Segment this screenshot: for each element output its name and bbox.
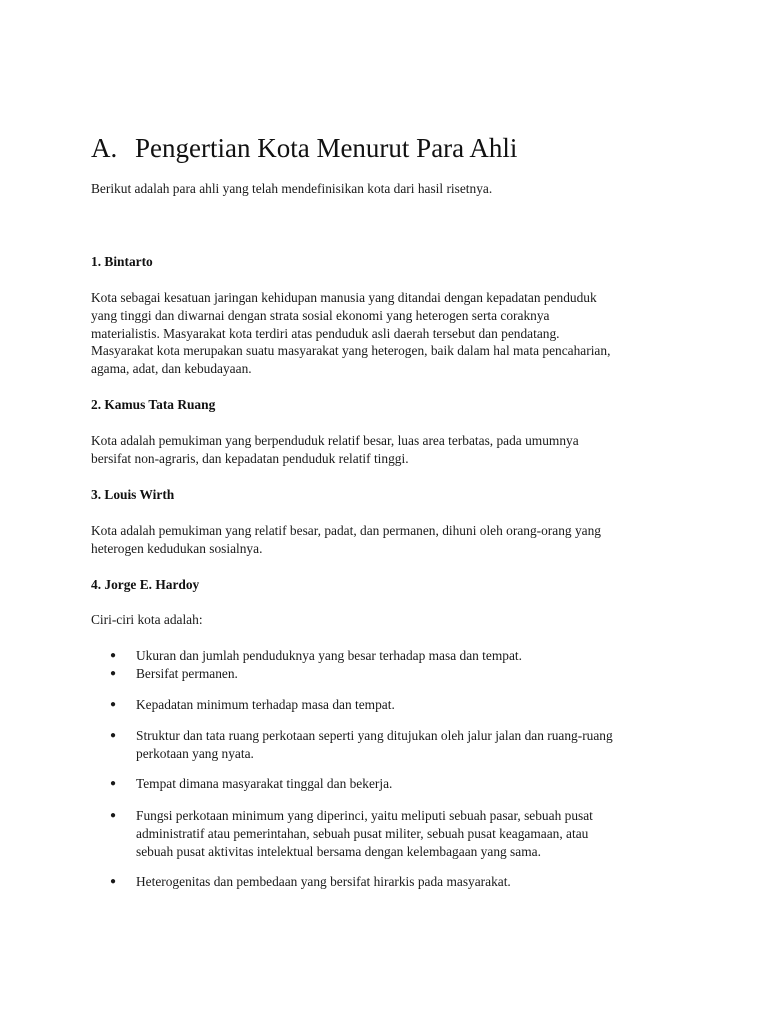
bullet-dot: ●	[110, 778, 117, 789]
list-item-line: administratif atau pemerintahan, sebuah pusat militer, sebuah pusat keagamaan, atau	[136, 825, 589, 841]
paragraph-line: Masyarakat kota merupakan suatu masyarakat yang heterogen, baik dalam hal mata pencaharian,	[91, 343, 611, 359]
section-heading-louis-wirth: 3. Louis Wirth	[91, 487, 175, 502]
bullet-dot: ●	[110, 730, 117, 741]
section-paragraph-bintarto	[91, 289, 691, 378]
list-item-line: Ukuran dan jumlah penduduknya yang besar terhadap masa dan tempat.	[136, 648, 522, 663]
list-item-text	[136, 696, 696, 714]
section-heading-bintarto: 1. Bintarto	[91, 254, 153, 269]
paragraph-line: agama, adat, dan kebudayaan.	[91, 361, 252, 377]
paragraph-line: Kota sebagai kesatuan jaringan kehidupan manusia yang ditandai dengan kepadatan penduduk	[91, 290, 597, 305]
list-item-text	[136, 807, 696, 860]
paragraph-line: Kota adalah pemukiman yang berpenduduk relatif besar, luas area terbatas, pada umumnya	[91, 433, 579, 448]
list-item-line: Tempat dimana masyarakat tinggal dan bekerja.	[136, 776, 393, 791]
page-title	[91, 131, 517, 165]
list-item-line: Bersifat permanen.	[136, 666, 238, 681]
section-heading-kamus-tata-ruang: 2. Kamus Tata Ruang	[91, 397, 216, 412]
bullet-dot: ●	[110, 699, 117, 710]
intro-paragraph: Berikut adalah para ahli yang telah mendefinisikan kota dari hasil risetnya.	[91, 181, 493, 196]
list-item-text	[136, 873, 696, 891]
paragraph-line: Ciri-ciri kota adalah:	[91, 612, 203, 627]
section-paragraph-louis-wirth	[91, 522, 691, 558]
paragraph-line: bersifat non-agraris, dan kepadatan penduduk relatif tinggi.	[91, 450, 409, 466]
list-item-line: perkotaan yang nyata.	[136, 745, 254, 761]
list-item-line: Kepadatan minimum terhadap masa dan tempat.	[136, 697, 395, 712]
bullet-dot: ●	[110, 668, 117, 679]
section-paragraph-jorge-hardoy	[91, 611, 691, 629]
section-paragraph-kamus-tata-ruang	[91, 432, 691, 468]
bullet-dot: ●	[110, 810, 117, 821]
list-item-line: Heterogenitas dan pembedaan yang bersifat hirarkis pada masyarakat.	[136, 874, 511, 889]
bullet-dot: ●	[110, 650, 117, 661]
list-item-text	[136, 665, 696, 683]
paragraph-line: yang tinggi dan diwarnai dengan strata sosial ekonomi yang heterogen serta coraknya	[91, 307, 550, 323]
bullet-dot: ●	[110, 876, 117, 887]
section-heading-jorge-hardoy: 4. Jorge E. Hardoy	[91, 577, 200, 592]
paragraph-line: heterogen kedudukan sosialnya.	[91, 540, 263, 556]
title-section-letter: A.	[91, 133, 118, 163]
paragraph-line: materialistis. Masyarakat kota terdiri atas penduduk asli daerah tersebut dan pendatang.	[91, 325, 560, 341]
list-item-line: Struktur dan tata ruang perkotaan seperti yang ditujukan oleh jalur jalan dan ruang-ruang	[136, 728, 613, 743]
list-item-line: Fungsi perkotaan minimum yang diperinci, yaitu meliputi sebuah pasar, sebuah pusat	[136, 808, 593, 823]
list-item-text	[136, 727, 696, 763]
paragraph-line: Kota adalah pemukiman yang relatif besar, padat, dan permanen, dihuni oleh orang-orang yang	[91, 523, 601, 538]
title-text: Pengertian Kota Menurut Para Ahli	[135, 133, 518, 163]
list-item-line: sebuah pusat aktivitas intelektual bersama dengan kelembagaan yang sama.	[136, 843, 541, 859]
list-item-text	[136, 775, 696, 793]
list-item-text	[136, 647, 696, 665]
